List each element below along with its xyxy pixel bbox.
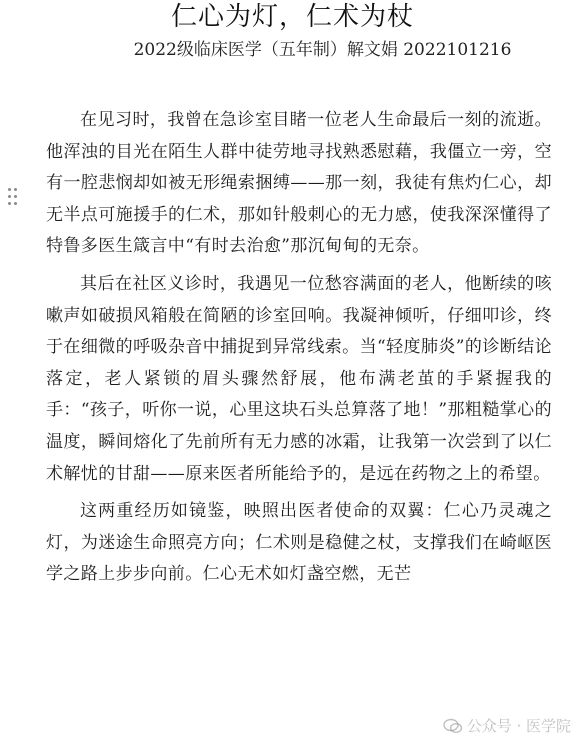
paragraph-1: 在见习时，我曾在急诊室目睹一位老人生命最后一刻的流逝。他浑浊的目光在陌生人群中徒劳地寻找熟悉慰藉，我僵立一旁，空有一腔悲悯却如被无形绳索捆缚——那一刻，我徒有焦灼仁心，却无半点可施援手的仁术，那如针般刺心的无力感，使我深深懂得了特鲁多医生箴言中“有时去治愈”那沉甸甸的无奈。 <box>46 110 552 257</box>
document-title: 仁心为灯，仁术为杖 <box>170 2 414 32</box>
drag-handle-icon[interactable] <box>8 188 20 208</box>
watermark <box>443 715 571 736</box>
document-subtitle: 2022级临床医学（五年制）解文娟 2022101216 <box>133 40 512 60</box>
watermark-text: 公众号 · 医学院 <box>466 717 571 735</box>
paragraph-2: 其后在社区义诊时，我遇见一位愁容满面的老人，他断续的咳嗽声如破损风箱般在简陋的诊室回响。我凝神倾听，仔细叩诊，终于在细微的呼吸杂音中捕捉到异常线索。当“轻度肺炎”的诊断结论落定，老人紧锁的眉头骤然舒展，他布满老茧的手紧握我的手：“孩子，听你一说，心里这块石头总算落了地！”那粗糙掌心的温度，瞬间熔化了先前所有无力感的冰霜，让我第一次尝到了以仁术解忧的甘甜——原来医者所能给予的，是远在药物之上的希望。 <box>46 273 552 484</box>
document-body <box>46 105 552 591</box>
wechat-icon <box>443 718 463 734</box>
paragraph-3: 这两重经历如镜鉴，映照出医者使命的双翼：仁心乃灵魂之灯，为迷途生命照亮方向；仁术则是稳健之杖，支撑我们在崎岖医学之路上步步向前。仁心无术如灯盏空燃，无芒 <box>46 501 552 585</box>
